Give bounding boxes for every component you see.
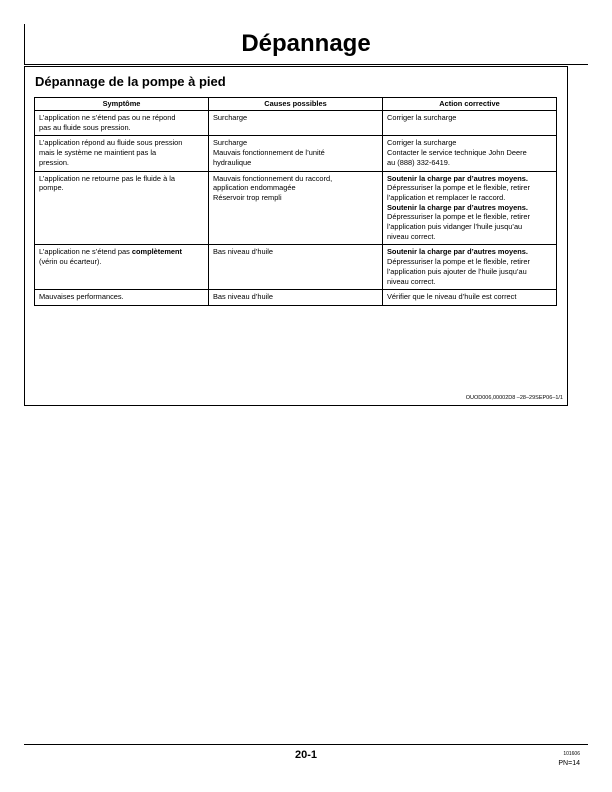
troubleshooting-section [24, 66, 568, 406]
action-line: l’application et remplacer le raccord. [387, 192, 506, 202]
action-line: Corriger la surcharge [387, 113, 457, 122]
table-row [35, 245, 557, 290]
action-line: l’application puis ajouter de l’huile jusqu’au [387, 266, 527, 276]
action-line: niveau correct. [387, 276, 436, 286]
warning-line: Soutenir la charge par d’autres moyens. [387, 202, 528, 212]
action-line: Dépressuriser la pompe et le flexible, retirer [387, 257, 530, 267]
action-cell [383, 111, 557, 136]
cause-line: application endommagée [213, 183, 296, 193]
symptom-line: Mauvaises performances. [39, 292, 124, 302]
action-line: Corriger la surcharge [387, 138, 457, 148]
table-row [35, 136, 557, 171]
action-cell [383, 245, 557, 290]
cause-cell [209, 290, 383, 306]
symptom-cell [35, 290, 209, 306]
column-header-causes: Causes possibles [209, 98, 383, 111]
action-cell [383, 171, 557, 245]
action-line: au (888) 332-6419. [387, 157, 450, 167]
symptom-cell [35, 171, 209, 245]
warning-line: Soutenir la charge par d’autres moyens. [387, 247, 528, 257]
cause-line: Bas niveau d’huile [213, 247, 273, 257]
cause-line: Surcharge [213, 113, 248, 122]
page-number: 20-1 [294, 749, 318, 761]
action-line: Dépressuriser la pompe et le flexible, retirer [387, 183, 530, 193]
cause-line: Mauvais fonctionnement du raccord, [213, 173, 333, 183]
footer-rule [24, 744, 588, 745]
symptom-cell [35, 136, 209, 171]
symptom-line: (vérin ou écarteur). [39, 257, 102, 267]
action-line: niveau correct. [387, 231, 436, 241]
symptom-line: pas au fluide sous pression. [39, 122, 131, 132]
symptom-cell [35, 245, 209, 290]
action-line: Vérifier que le niveau d’huile est correct [387, 292, 517, 302]
warning-line: Soutenir la charge par d’autres moyens. [387, 173, 528, 183]
action-line: Dépressuriser la pompe et le flexible, retirer [387, 212, 530, 222]
footer-date-code: 101606 [563, 751, 580, 757]
action-cell [383, 290, 557, 306]
footer-page-code: PN=14 [558, 760, 580, 767]
cause-cell [209, 245, 383, 290]
symptom-cell [35, 111, 209, 136]
troubleshooting-table [34, 97, 557, 306]
cause-cell [209, 171, 383, 245]
cause-cell [209, 111, 383, 136]
symptom-line [39, 247, 204, 257]
column-header-symptom: Symptôme [35, 98, 209, 111]
table-row [35, 171, 557, 245]
document-reference-code: OUOD006,00002D8 –28–29SEP06–1/1 [465, 395, 563, 401]
symptom-line: L’application ne retourne pas le fluide à la [39, 173, 176, 183]
action-line: l’application puis vidanger l’huile jusqu’au [387, 222, 523, 232]
section-title: Dépannage de la pompe à pied [35, 74, 226, 89]
symptom-line: pression. [39, 157, 69, 167]
symptom-text: L’application ne s’étend pas [39, 247, 132, 257]
table-row [35, 290, 557, 306]
symptom-emphasis: complètement [131, 247, 182, 257]
cause-line: Réservoir trop rempli [213, 192, 282, 202]
symptom-line: pompe. [39, 183, 64, 193]
cause-cell [209, 136, 383, 171]
symptom-line: L’application ne s’étend pas ou ne répond [39, 113, 176, 122]
table-header-row [35, 98, 557, 111]
cause-line: Mauvais fonctionnement de l’unité [213, 148, 325, 158]
action-line: Contacter le service technique John Deere [387, 148, 527, 158]
cause-line: Bas niveau d’huile [213, 292, 273, 302]
action-cell [383, 136, 557, 171]
page-title: Dépannage [241, 30, 371, 57]
header-bottom-rule [24, 64, 588, 65]
symptom-line: mais le système ne maintient pas la [39, 148, 157, 158]
table-row [35, 111, 557, 136]
cause-line: hydraulique [213, 157, 252, 167]
symptom-line: L’application répond au fluide sous pression [39, 138, 183, 148]
column-header-action: Action corrective [383, 98, 557, 111]
cause-line: Surcharge [213, 138, 248, 148]
